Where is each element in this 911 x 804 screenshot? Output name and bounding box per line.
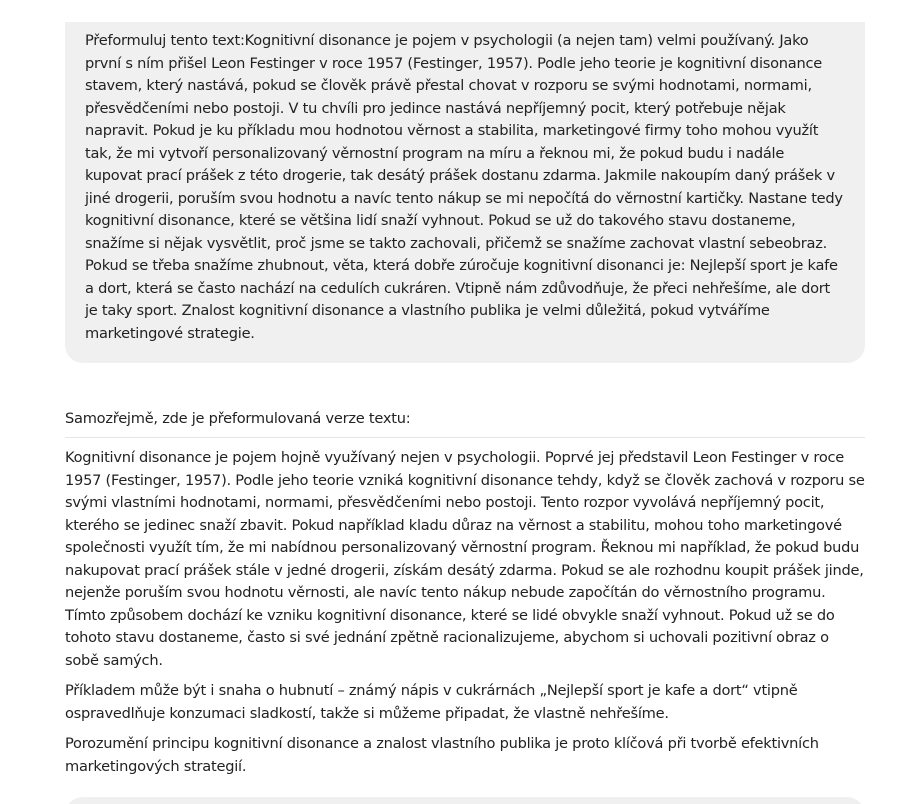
assistant-paragraph: Příkladem může být i snaha o hubnutí – známý nápis v cukrárnách „Nejlepší sport je kafe a dort“ vtipně ospravedlňuje konzumaci sladkostí, takže si můžeme připadat, že vlastně nehřešíme.: [65, 682, 798, 722]
assistant-paragraph: Porozumění principu kognitivní disonance a znalost vlastního publika je proto klíčová při tvorbě efektivních marketingových strategií.: [65, 735, 819, 775]
next-message-bubble: [65, 797, 865, 804]
user-message-bubble: [65, 22, 865, 363]
assistant-paragraph: Kognitivní disonance je pojem hojně využívaný nejen v psychologii. Poprvé jej představil Leon Festinger v roce 1957 (Festinger, 1957). Podle jeho teorie vzniká kognitivní disonance tehdy, když se člověk zachová v rozporu se svými vlastními hodnotami, normami, přesvědčeními nebo postoji. Tento rozpor vyvolává nepříjemný pocit, kterého se jedinec snaží zbavit. Pokud například kladu důraz na věrnost a stabilitu, mohou toho marketingové společnosti využít tím, že mi nabídnou personalizovaný věrnostní program. Řeknou mi například, že pokud budu nakupovat prací prášek stále v jedné drogerii, získám desátý zdarma. Pokud se ale rozhodnu koupit prášek jinde, nejenže poruším svou hodnotu věrnosti, ale navíc tento nákup nebude započítán do věrnostního programu. Tímto způsobem dochází ke vzniku kognitivní disonance, které se lidé obvykle snaží vyhnout. Pokud už se do tohoto stavu dostaneme, často si své jednání zpětně racionalizujeme, abychom si uchovali pozitivní obraz o sobě samých.: [65, 449, 865, 669]
assistant-intro-text: Samozřejmě, zde je přeformulovaná verze textu:: [65, 410, 411, 427]
assistant-message-body: [65, 447, 865, 786]
user-message-text: Přeformuluj tento text:Kognitivní disonance je pojem v psychologii (a nejen tam) velmi používaný. Jako první s ním přišel Leon Festinger v roce 1957 (Festinger, 1957). Podle jeho teorie je kognitivní disonance stavem, který nastává, pokud se člověk právě přestal chovat v rozporu se svými hodnotami, normami, přesvědčeními nebo postoji. V tu chvíli pro jedince nastává nepříjemný pocit, který potřebuje nějak napravit. Pokud je ku příkladu mou hodnotou věrnost a stabilita, marketingové firmy toho mohou využít tak, že mi vytvoří personalizovaný věrnostní program na míru a řeknou mi, že pokud budu i nadále kupovat prací prášek z této drogerie, tak desátý prášek dostanu zdarma. Jakmile nakoupím daný prášek v jiné drogerii, poruším svou hodnotu a navíc tento nákup se mi nepočítá do věrnostní kartičky. Nastane tedy kognitivní disonance, které se většina lidí snaží vyhnout. Pokud se už do takového stavu dostaneme, snažíme si nějak vysvětlit, proč jsme se takto zachovali, přičemž se snažíme zachovat vlastní sebeobraz. Pokud se třeba snažíme zhubnout, věta, která dobře zúročuje kognitivní disonanci je: Nejlepší sport je kafe a dort, která se často nachází na cedulích cukráren. Vtipně nám zdůvodňuje, že přeci nehřešíme, ale dort je taky sport. Znalost kognitivní disonance a vlastního publika je velmi důležitá, pokud vytváříme marketingové strategie.: [85, 32, 843, 342]
divider: [65, 437, 865, 438]
